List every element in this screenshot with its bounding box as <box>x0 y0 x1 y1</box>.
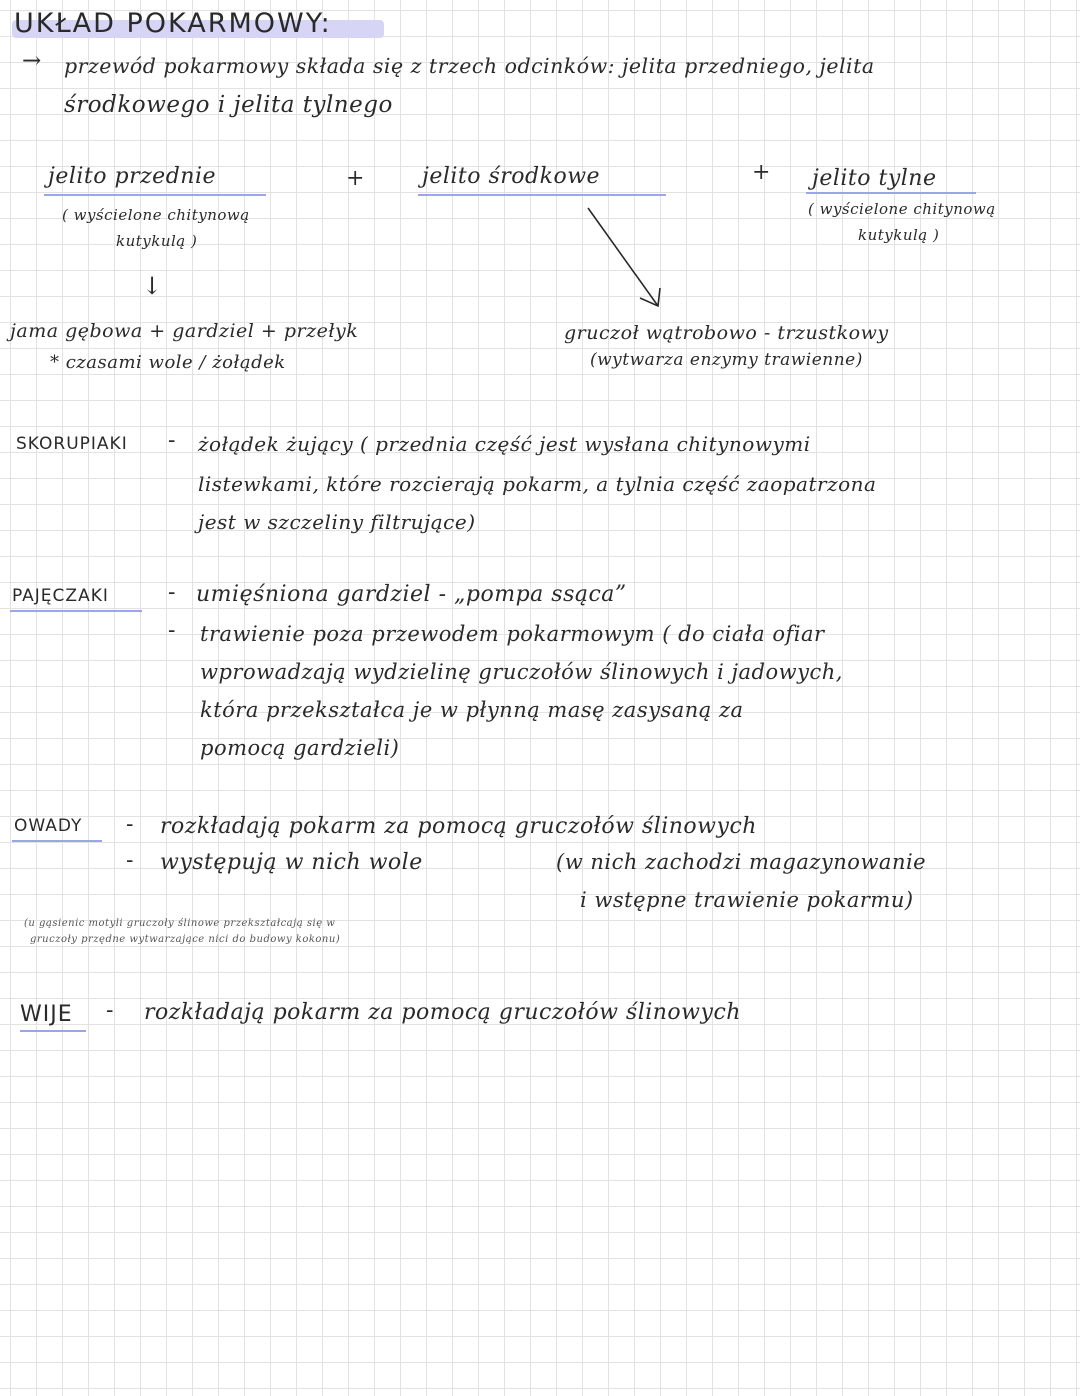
crustaceans-line-3: jest w szczeliny filtrujące) <box>198 510 476 534</box>
myriapods-dash: - <box>106 998 114 1023</box>
insects-dash-1: - <box>126 812 134 837</box>
crustaceans-label: SKORUPIAKI <box>16 434 128 454</box>
myriapods-text: rozkładają pokarm za pomocą gruczołów ślinowych <box>144 1000 741 1025</box>
foregut-note-1: ( wyścielone chitynową <box>62 206 250 224</box>
arachnids-dash-1: - <box>168 580 176 605</box>
hindgut-title: jelito tylne <box>812 166 937 191</box>
arachnids-item-2-line-4: pomocą gardzieli) <box>200 736 400 760</box>
arachnids-dash-2: - <box>168 618 176 643</box>
midgut-underline <box>418 194 666 196</box>
foregut-underline <box>44 194 266 196</box>
myriapods-underline <box>20 1030 86 1032</box>
arachnids-item-2-line-1: trawienie poza przewodem pokarmowym ( do ciała ofiar <box>200 622 825 646</box>
insects-underline <box>12 840 102 842</box>
foregut-note-2: kutykulą ) <box>116 232 198 250</box>
foregut-parts: jama gębowa + gardziel + przełyk <box>10 320 359 342</box>
midgut-gland-note: (wytwarza enzymy trawienne) <box>590 350 863 370</box>
hindgut-note-1: ( wyścielone chitynową <box>808 200 996 218</box>
insects-item-2b: (w nich zachodzi magazynowanie <box>556 850 927 874</box>
foregut-title: jelito przednie <box>48 164 217 189</box>
foregut-extra: * czasami wole / żołądek <box>50 352 286 373</box>
page-title: UKŁAD POKARMOWY: <box>14 8 332 39</box>
intro-line-2: środkowego i jelita tylnego <box>64 92 393 118</box>
arachnids-label: PAJĘCZAKI <box>12 586 109 606</box>
plus-sign-1: + <box>346 166 365 191</box>
arachnids-underline <box>10 610 142 612</box>
plus-sign-2: + <box>752 160 771 185</box>
midgut-title: jelito środkowe <box>422 164 601 189</box>
intro-arrow: → <box>22 48 42 74</box>
midgut-gland: gruczoł wątrobowo - trzustkowy <box>564 322 889 344</box>
crustaceans-line-1: żołądek żujący ( przednia część jest wysłana chitynowymi <box>198 432 811 456</box>
hindgut-underline <box>806 192 976 194</box>
insects-footnote-1: (u gąsienic motyli gruczoły ślinowe przekształcają się w <box>24 918 336 929</box>
myriapods-label: WIJE <box>20 1002 73 1027</box>
insects-footnote-2: gruczoły przędne wytwarzające nici do budowy kokonu) <box>30 934 341 945</box>
insects-item-2a: występują w nich wole <box>160 850 423 875</box>
intro-line-1: przewód pokarmowy składa się z trzech odcinków: jelita przedniego, jelita <box>64 54 875 78</box>
foregut-down-arrow: ↓ <box>142 272 163 300</box>
insects-item-2c: i wstępne trawienie pokarmu) <box>580 888 914 912</box>
insects-label: OWADY <box>14 816 83 836</box>
arachnids-item-1: umięśniona gardziel - „pompa ssąca” <box>196 582 627 607</box>
arachnids-item-2-line-2: wprowadzają wydzielinę gruczołów ślinowych i jadowych, <box>200 660 843 684</box>
insects-dash-2: - <box>126 848 134 873</box>
crustaceans-line-2: listewkami, które rozcierają pokarm, a tylnia część zaopatrzona <box>198 472 877 496</box>
arachnids-item-2-line-3: która przekształca je w płynną masę zasysaną za <box>200 698 744 722</box>
crustaceans-dash: - <box>168 428 176 453</box>
insects-item-1: rozkładają pokarm za pomocą gruczołów ślinowych <box>160 814 757 839</box>
hindgut-note-2: kutykulą ) <box>858 226 940 244</box>
